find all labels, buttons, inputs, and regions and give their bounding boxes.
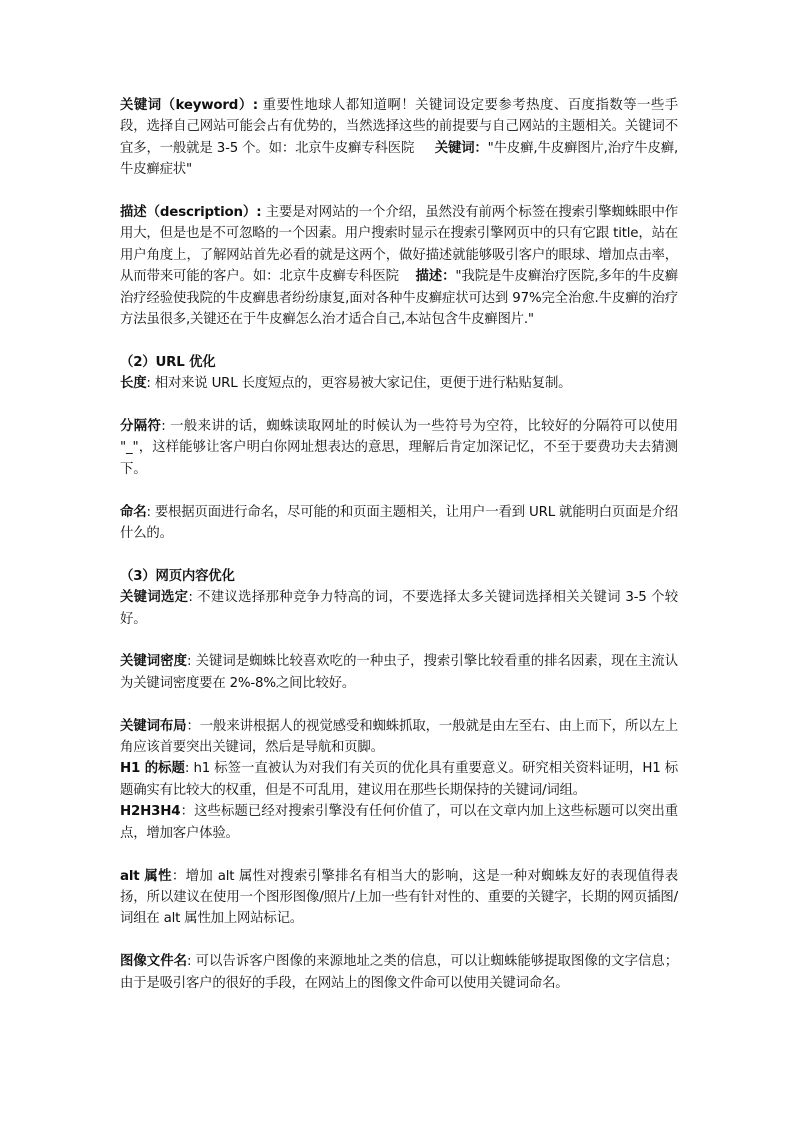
- content-section-heading: （3）网页内容优化: [120, 568, 235, 584]
- keyword-selection-paragraph: [120, 587, 678, 630]
- h1-title-label: H1 的标题: [120, 761, 185, 777]
- description-label: 描述（description）:: [120, 205, 262, 221]
- url-naming-body: : 要根据页面进行命名，尽可能的和页面主题相关，让用户一看到 URL 就能明白页面是介绍什么的。: [120, 504, 678, 542]
- url-separator-paragraph: [120, 416, 678, 480]
- description-paragraph: [120, 202, 678, 330]
- keyword-example-body: "牛皮癣,牛皮癣图片,治疗牛皮癣,牛皮癣症状": [120, 140, 679, 178]
- image-filename-label: 图像文件名: [120, 954, 188, 970]
- description-example-label: 描述：: [415, 269, 456, 285]
- document-page: [120, 95, 678, 994]
- h1-title-body: : h1 标签一直被认为对我们有关页的优化具有重要意义。研究相关资料证明，H1 标题确实有比较大的权重，但是不可乱用，建议用在那些长期保持的关键词/词组。: [120, 761, 678, 798]
- alt-attribute-label: alt 属性: [120, 868, 172, 884]
- description-body: 主要是对网站的一个介绍，虽然没有前两个标签在搜索引擎蜘蛛眼中作用大，但是也是不可忽略的一个因素。用户搜索时显示在搜索引擎网页中的只有它跟 title，站在用户角度上，了解网站首先必看的就是这两个，做好描述就能够吸引客户的眼球、增加点击率，从而带来可能的客户。如：北京牛皮癣专科医院: [120, 205, 679, 285]
- keyword-density-paragraph: [120, 651, 678, 694]
- keyword-selection-label: 关键词选定: [120, 590, 189, 606]
- alt-attribute-body: ：增加 alt 属性对搜索引擎排名有相当大的影响，这是一种对蜘蛛友好的表现值得表扬，所以建议在使用一个图形图像/照片/上加一些有针对性的、重要的关键字，长期的网页插图/词组在 alt 属性加上网站标记。: [120, 868, 678, 927]
- keyword-layout-paragraph: [120, 716, 678, 759]
- url-naming-label: 命名: [120, 504, 147, 520]
- h2h3h4-body: ：这些标题已经对搜索引擎没有任何价值了，可以在文章内加上这些标题可以突出重点，增加客户体验。: [120, 804, 678, 841]
- url-separator-label: 分隔符: [120, 419, 162, 435]
- url-length-paragraph: [120, 373, 678, 394]
- alt-attribute-paragraph: [120, 866, 678, 930]
- keyword-layout-label: 关键词布局: [120, 718, 187, 734]
- description-example-body: "我院是牛皮癣治疗医院,多年的牛皮癣治疗经验使我院的牛皮癣患者纷纷康复,面对各种牛皮癣症状可达到 97%完全治愈.牛皮癣的治疗方法虽很多,关键还在于牛皮癣怎么治才适合自己,本站包含牛皮癣图片.": [120, 269, 678, 328]
- h1-title-paragraph: [120, 758, 678, 801]
- keyword-density-body: : 关键词是蜘蛛比较喜欢吃的一种虫子，搜索引擎比较看重的排名因素，现在主流认为关键词密度要在 2%-8%之间比较好。: [120, 654, 678, 691]
- url-length-label: 长度: [120, 376, 147, 392]
- h2h3h4-paragraph: [120, 801, 678, 844]
- h2h3h4-label: H2H3H4: [120, 804, 181, 820]
- url-separator-body: : 一般来讲的话，蜘蛛读取网址的时候认为一些符号为空符，比较好的分隔符可以使用 "_"，这样能够让客户明白你网址想表达的意思，理解后肯定加深记忆，不至于要费功夫去猜测下。: [120, 419, 679, 477]
- keyword-paragraph: [120, 95, 678, 181]
- keyword-density-label: 关键词密度: [120, 654, 188, 670]
- keyword-selection-body: : 不建议选择那种竞争力特高的词，不要选择太多关键词选择相关关键词 3-5 个较好。: [120, 590, 678, 627]
- url-naming-paragraph: [120, 502, 678, 545]
- image-filename-body: : 可以告诉客户图像的来源地址之类的信息，可以让蜘蛛能够提取图像的文字信息；由于是吸引客户的很好的手段，在网站上的图像文件命可以使用关键词命名。: [120, 954, 678, 991]
- image-filename-paragraph: [120, 951, 678, 994]
- keyword-body: 重要性地球人都知道啊！关键词设定要参考热度、百度指数等一些手段，选择自己网站可能会占有优势的，当然选择这些的前提要与自己网站的主题相关。关键词不宜多，一般就是 3-5 个。如：北京牛皮癣专科医院: [120, 98, 678, 156]
- keyword-label: 关键词（keyword）:: [120, 98, 258, 113]
- keyword-layout-body: ：一般来讲根据人的视觉感受和蜘蛛抓取，一般就是由左至右、由上而下，所以左上角应该首要突出关键词，然后是导航和页脚。: [120, 718, 679, 756]
- url-length-body: : 相对来说 URL 长度短点的，更容易被大家记住，更便于进行粘贴复制。: [146, 376, 572, 392]
- url-section-heading: （2）URL 优化: [120, 354, 216, 370]
- keyword-example-label: 关键词：: [434, 140, 488, 156]
